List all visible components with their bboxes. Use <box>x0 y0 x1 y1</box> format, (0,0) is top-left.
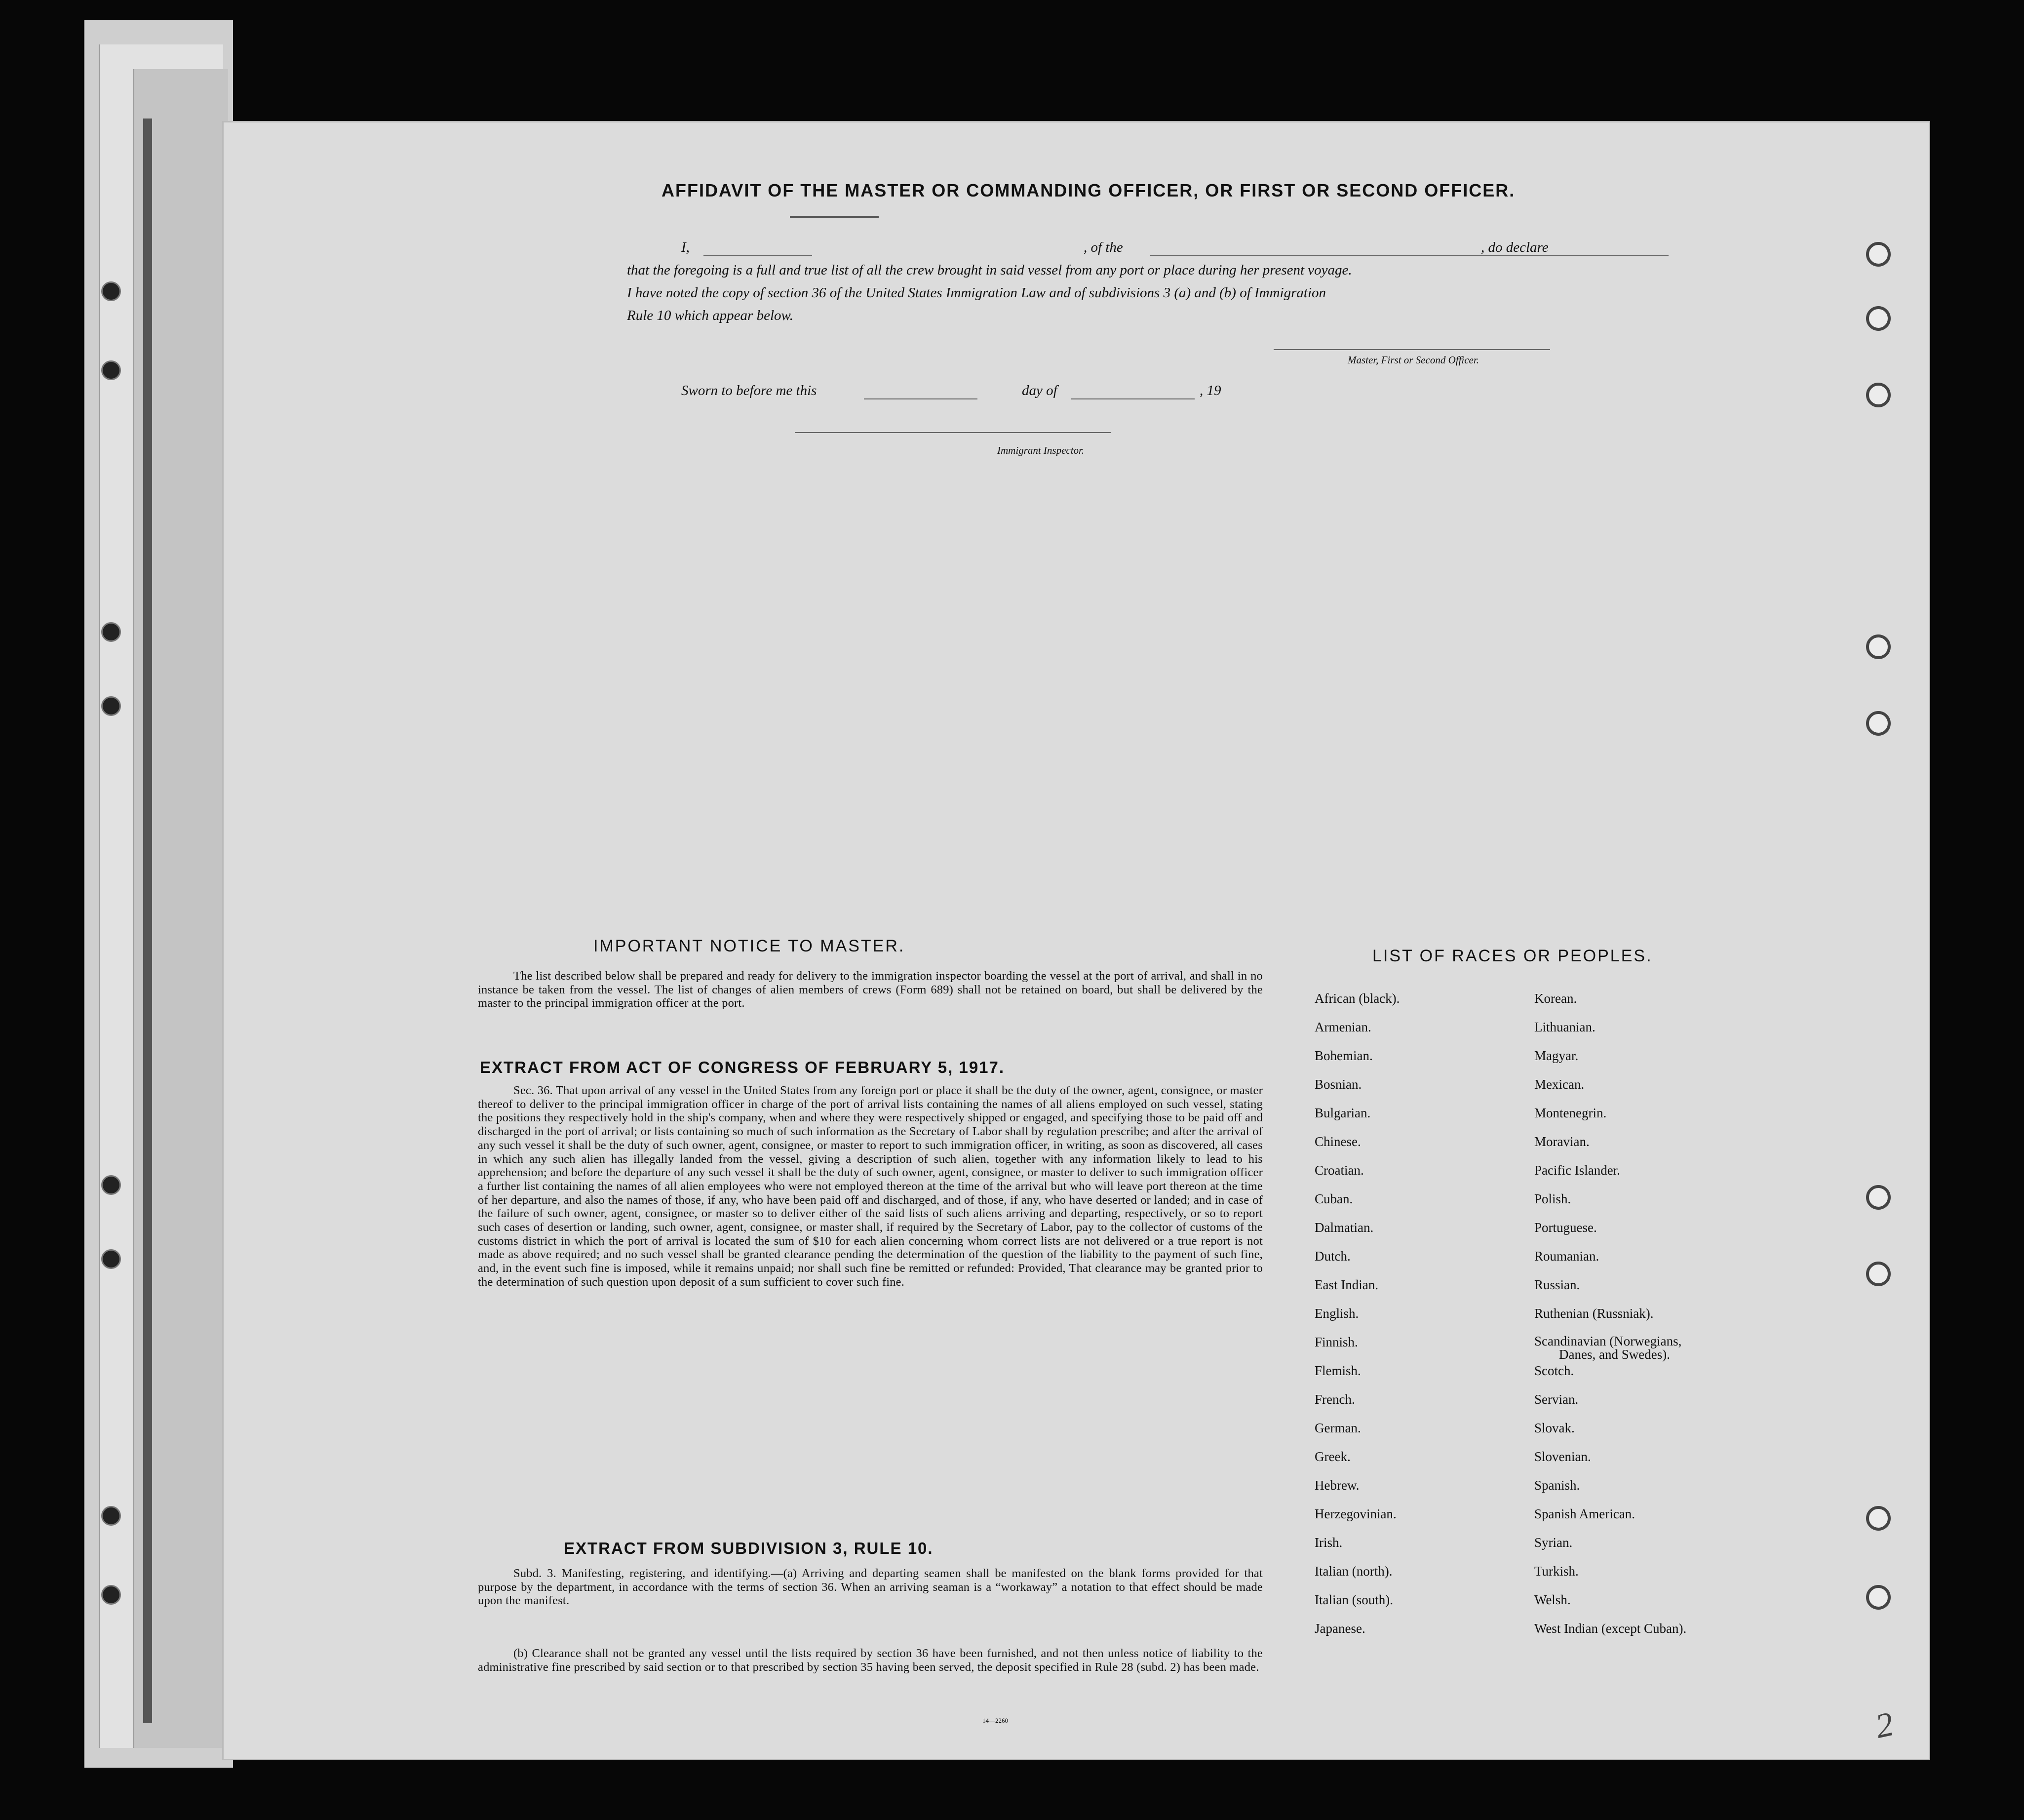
race-item: Dutch. <box>1315 1249 1351 1264</box>
punch-hole <box>1866 1185 1891 1210</box>
race-item: Servian. <box>1534 1392 1579 1407</box>
inspector-signature-line <box>795 432 1111 433</box>
affidavit-title: AFFIDAVIT OF THE MASTER OR COMMANDING OFFICER, OR FIRST OR SECOND OFFICER. <box>662 180 1516 200</box>
race-item: Lithuanian. <box>1534 1020 1596 1034</box>
race-item: Greek. <box>1315 1449 1351 1464</box>
race-item: Flemish. <box>1315 1363 1361 1378</box>
race-item: Korean. <box>1534 991 1577 1006</box>
sworn-label: Sworn to before me this <box>681 383 817 398</box>
race-item: Finnish. <box>1315 1335 1358 1349</box>
affidavit-declare-label: , do declare <box>1481 239 1549 255</box>
form-number: 14—2260 <box>982 1717 1008 1724</box>
inspector-caption: Immigrant Inspector. <box>997 444 1085 456</box>
race-item: Danes, and Swedes). <box>1559 1347 1670 1362</box>
race-item: Magyar. <box>1534 1048 1579 1063</box>
extract-rule-title: EXTRACT FROM SUBDIVISION 3, RULE 10. <box>564 1539 934 1557</box>
races-left-column <box>1315 991 1400 1650</box>
race-item: Syrian. <box>1534 1535 1573 1550</box>
race-item: Chinese. <box>1315 1134 1361 1149</box>
document-page <box>222 121 1930 1760</box>
race-item: French. <box>1315 1392 1355 1407</box>
punch-hole <box>1866 1506 1891 1531</box>
punch-hole <box>1866 383 1891 407</box>
affidavit-i-label: I, <box>681 239 690 255</box>
affidavit-line-3: I have noted the copy of section 36 of the United States Immigration Law and of subdivisions 3 (a) and (b) of Immigration <box>627 285 1326 301</box>
binder-hole <box>101 1506 121 1526</box>
year-label: , 19 <box>1200 383 1221 398</box>
punch-hole <box>1866 242 1891 267</box>
master-signature-line <box>1274 349 1550 350</box>
race-item: Japanese. <box>1315 1621 1365 1636</box>
race-item: Polish. <box>1534 1191 1571 1206</box>
race-item: Bosnian. <box>1315 1077 1362 1092</box>
race-item: Spanish American. <box>1534 1506 1635 1521</box>
binder-hole <box>101 1175 121 1195</box>
binder-hole <box>101 696 121 716</box>
race-item: Italian (north). <box>1315 1564 1393 1579</box>
affidavit-of-the-label: , of the <box>1084 239 1123 255</box>
sworn-month-blank <box>1071 398 1195 399</box>
race-item: Scotch. <box>1534 1363 1574 1378</box>
vessel-blank <box>1150 255 1669 256</box>
race-item: Irish. <box>1315 1535 1343 1550</box>
race-item: Turkish. <box>1534 1564 1579 1579</box>
notice-text: The list described below shall be prepared and ready for delivery to the immigration inspector boarding the vessel at the port of arrival, and shall in no instance be taken from the vessel. The list of changes of alien members of crews (Form 689) shall not be retained on board, but shall be delivered by the master to the principal immigration officer at the port. <box>478 969 1263 1010</box>
extract-act-text: Sec. 36. That upon arrival of any vessel in the United States from any foreign port or place it shall be the duty of the owner, agent, consignee, or master thereof to deliver to the principal immigration officer in charge of the port of arrival lists containing the names of all aliens employed on such vessel, stating the positions they respectively hold in the ship's company, when and where they were respectively shipped or engaged, and specifying those to be paid off and discharged in the port of arrival; or lists containing so much of such information as the Secretary of Labor shall by regulation prescribe; and after the arrival of any such vessel it shall be the duty of such owner, agent, consignee, or master to report to such immigration officer, in writing, as soon as discovered, all cases in which any such alien has illegally landed from the vessel, giving a description of such alien, together with any information likely to lead to his apprehension; and before the departure of any such vessel it shall be the duty of such owner, agent, consignee, or master to deliver to such immigration officer a further list containing the names of all alien employees who were not employed thereon at the time of the arrival but who will leave port thereon at the time of her departure, and also the names of those, if any, who have been paid off and discharged, and of those, if any, who have deserted or landed; and in case of the failure of such owner, agent, consignee, or master so to deliver either of the said lists of such aliens arriving and departing, respectively, or so to report such cases of desertion or landing, such owner, agent, consignee, or master shall, if required by the Secretary of Labor, pay to the collector of customs of the customs district in which the port of arrival is located the sum of $10 for each alien concerning whom correct lists are not delivered or a true report is not made as above required; and no such vessel shall be granted clearance pending the determination of the question of the liability to the payment of such fine, and, in the event such fine is imposed, while it remains unpaid; nor shall such fine be remitted or refunded: Provided, That clearance may be granted prior to the determination of such question upon deposit of a sum sufficient to cover such fine. <box>478 1084 1263 1289</box>
race-item: Armenian. <box>1315 1020 1371 1034</box>
races-right-column <box>1534 991 1686 1650</box>
race-item: Russian. <box>1534 1277 1580 1292</box>
punch-hole <box>1866 711 1891 736</box>
race-item: Dalmatian. <box>1315 1220 1374 1235</box>
race-item: Slovak. <box>1534 1421 1575 1435</box>
sworn-day-blank <box>864 398 977 399</box>
extract-act-title: EXTRACT FROM ACT OF CONGRESS OF FEBRUARY 5, 1917. <box>480 1058 1005 1076</box>
race-item: African (black). <box>1315 991 1400 1006</box>
affidavit-line-2: that the foregoing is a full and true list of all the crew brought in said vessel from any port or place during her present voyage. <box>627 262 1352 278</box>
punch-hole <box>1866 1262 1891 1286</box>
race-item: Herzegovinian. <box>1315 1506 1397 1521</box>
race-item: Mexican. <box>1534 1077 1585 1092</box>
race-item: Hebrew. <box>1315 1478 1360 1493</box>
race-item: Bulgarian. <box>1315 1106 1371 1120</box>
extract-rule-text-b: (b) Clearance shall not be granted any vessel until the lists required by section 36 have been furnished, and not then unless notice of liability to the administrative fine prescribed by said section or to that prescribed by section 35 having been served, the deposit specified in Rule 28 (subd. 2) has been made. <box>478 1647 1263 1674</box>
name-blank <box>703 255 812 256</box>
title-underline <box>790 216 879 218</box>
handwritten-mark: 2 <box>1872 1705 1897 1746</box>
punch-hole <box>1866 306 1891 331</box>
affidavit-line-4: Rule 10 which appear below. <box>627 308 793 323</box>
race-item: East Indian. <box>1315 1277 1378 1292</box>
race-item: Roumanian. <box>1534 1249 1599 1264</box>
races-title: LIST OF RACES OR PEOPLES. <box>1372 947 1653 965</box>
extract-rule-text-a: Subd. 3. Manifesting, registering, and identifying.—(a) Arriving and departing seamen shall be manifested on the blank forms provided for that purpose by the department, in accordance with the terms of section 36. When an arriving seaman is a “workaway” a notation to that effect should be made upon the manifest. <box>478 1567 1263 1608</box>
binder-hole <box>101 1585 121 1605</box>
race-item: Ruthenian (Russniak). <box>1534 1306 1654 1321</box>
race-item: Welsh. <box>1534 1592 1571 1607</box>
race-item: Moravian. <box>1534 1134 1590 1149</box>
race-item: Bohemian. <box>1315 1048 1373 1063</box>
punch-hole <box>1866 1585 1891 1610</box>
race-item: Slovenian. <box>1534 1449 1591 1464</box>
day-of-label: day of <box>1022 383 1057 398</box>
race-item: Pacific Islander. <box>1534 1163 1620 1178</box>
race-item: Scandinavian (Norwegians, <box>1534 1334 1682 1348</box>
master-caption: Master, First or Second Officer. <box>1348 354 1479 366</box>
race-item: West Indian (except Cuban). <box>1534 1621 1687 1636</box>
binder-hole <box>101 360 121 380</box>
binding-strip <box>143 119 152 1723</box>
race-item: German. <box>1315 1421 1361 1435</box>
punch-hole <box>1866 634 1891 659</box>
binder-hole <box>101 622 121 642</box>
race-item: Spanish. <box>1534 1478 1580 1493</box>
binder-hole <box>101 1249 121 1269</box>
race-item-multiline <box>1534 1335 1686 1363</box>
race-item: Italian (south). <box>1315 1592 1393 1607</box>
race-item: Croatian. <box>1315 1163 1364 1178</box>
notice-title: IMPORTANT NOTICE TO MASTER. <box>593 937 905 955</box>
race-item: Portuguese. <box>1534 1220 1597 1235</box>
race-item: Montenegrin. <box>1534 1106 1607 1120</box>
race-item: English. <box>1315 1306 1359 1321</box>
binder-hole <box>101 281 121 301</box>
race-item: Cuban. <box>1315 1191 1353 1206</box>
